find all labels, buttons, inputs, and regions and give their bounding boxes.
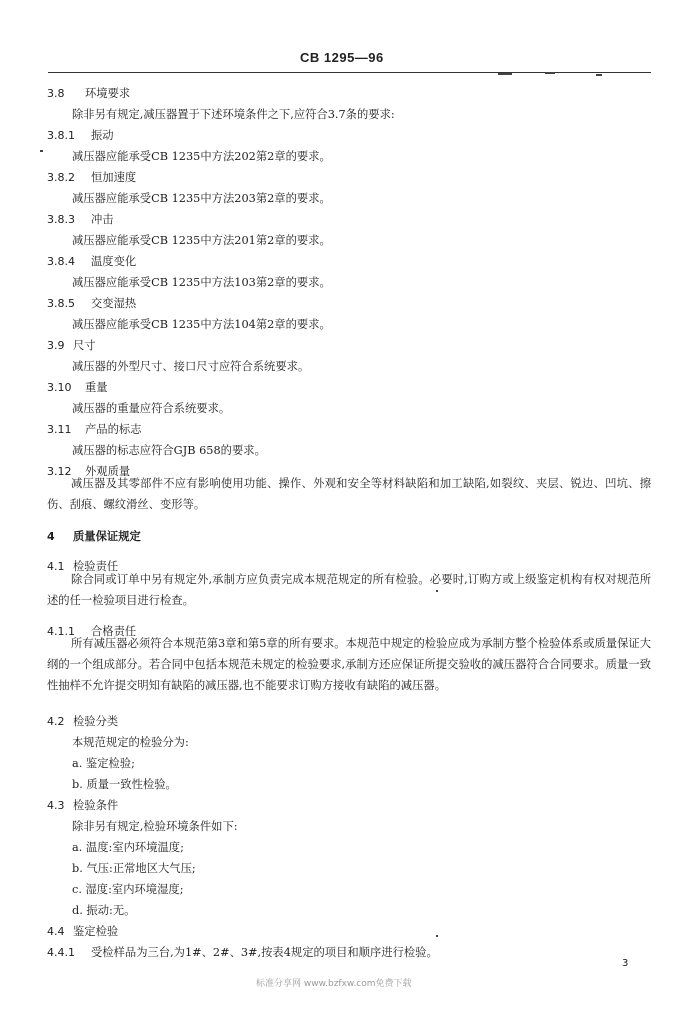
scan-speck [545,72,555,74]
section-title: 合格责任 [91,625,137,638]
section-3-8-2-body: 减压器应能承受CB 1235中方法203第2章的要求。 [72,192,331,205]
section-title: 尺寸 [73,339,96,352]
section-number: 4.3 [47,799,65,812]
list-item: a. 鉴定检验; [72,757,135,770]
section-3-8-body: 除非另有规定,减压器置于下述环境条件之下,应符合3.7条的要求: [72,108,395,121]
section-4-4-1 [47,944,438,960]
section-title: 质量保证规定 [73,529,141,543]
section-title: 恒加速度 [91,171,137,184]
scan-speck [436,590,438,592]
section-3-10-body: 减压器的重量应符合系统要求。 [72,402,231,415]
section-number: 4.4.1 [47,946,75,959]
section-3-8-5-body: 减压器应能承受CB 1235中方法104第2章的要求。 [72,318,331,331]
list-item: b. 质量一致性检验。 [72,778,177,791]
section-number: 3.8.3 [47,213,75,226]
section-4-4-heading [47,923,118,939]
header-rule [48,72,651,73]
section-number: 3.9 [47,339,65,352]
list-item: c. 湿度:室内环境湿度; [72,883,184,896]
page-number: 3 [622,958,629,969]
section-3-8-3-body: 减压器应能承受CB 1235中方法201第2章的要求。 [72,234,331,247]
section-number: 3.8.5 [47,297,75,310]
section-4-heading [47,528,141,544]
section-title: 产品的标志 [85,423,142,436]
scan-speck [596,74,602,76]
section-number: 3.8.4 [47,255,75,268]
section-4-3-intro: 除非另有规定,检验环境条件如下: [72,820,238,833]
section-title: 环境要求 [85,87,131,100]
section-title: 冲击 [91,213,114,226]
section-title: 检验条件 [73,799,119,812]
section-4-1-body: 除合同或订单中另有规定外,承制方应负责完成本规范规定的所有检验。必要时,订购方或上级鉴定机构有权对规范所述的任一检验项目进行检查。 [47,573,651,607]
scan-speck [40,150,43,152]
section-3-12-body: 减压器及其零部件不应有影响使用功能、操作、外观和安全等材料缺陷和加工缺陷,如裂纹、夹层、锐边、凹坑、擦伤、刮痕、螺纹滑丝、变形等。 [47,477,651,511]
section-4-2-intro: 本规范规定的检验分为: [72,736,189,749]
section-3-10-heading [47,379,108,395]
section-title: 重量 [85,381,108,394]
section-title: 检验责任 [73,560,119,573]
section-title: 外观质量 [85,465,131,478]
section-number: 4.4 [47,925,65,938]
list-item: d. 振动:无。 [72,904,136,917]
section-title: 鉴定检验 [73,925,119,938]
list-item: a. 温度:室内环境温度; [72,841,184,854]
section-title: 温度变化 [91,255,137,268]
section-number: 4.1.1 [47,625,75,638]
scan-speck [498,73,512,75]
section-number: 4 [47,530,55,543]
section-3-8-1-heading [47,127,114,143]
section-number: 3.12 [47,465,72,478]
section-3-8-5-heading [47,295,136,311]
section-title: 检验分类 [73,715,119,728]
section-4-3-heading [47,797,118,813]
section-3-8-4-body: 减压器应能承受CB 1235中方法103第2章的要求。 [72,276,331,289]
section-number: 3.11 [47,423,72,436]
section-3-9-heading [47,337,96,353]
section-3-8-2-heading [47,169,136,185]
section-number: 4.2 [47,715,65,728]
section-3-9-body: 减压器的外型尺寸、接口尺寸应符合系统要求。 [72,360,310,373]
section-number: 3.8.1 [47,129,75,142]
footer-watermark: 标准分享网 www.bzfxw.com免费下载 [256,979,412,989]
section-title: 振动 [91,129,114,142]
section-4-1-1-body: 所有减压器必须符合本规范第3章和第5章的所有要求。本规范中规定的检验应成为承制方整个检验体系或质量保证大纲的一个组成部分。若合同中包括本规范未规定的检验要求,承制方还应保证所提交验收的减压器符合合同要求。质量一致性抽样不允许提交明知有缺陷的减压器,也不能要求订购方接收有缺陷的减压器。 [47,637,651,692]
section-3-8-4-heading [47,253,136,269]
section-3-11-heading [47,421,142,437]
section-number: 3.10 [47,381,72,394]
section-title: 交变湿热 [91,297,137,310]
section-4-2-heading [47,713,118,729]
section-number: 3.8.2 [47,171,75,184]
section-3-8-heading [47,85,130,101]
section-number: 3.8 [47,87,65,100]
section-3-8-3-heading [47,211,114,227]
section-number: 4.1 [47,560,65,573]
standard-code-header: CB 1295—96 [300,50,384,65]
section-3-11-body: 减压器的标志应符合GJB 658的要求。 [72,444,266,457]
list-item: b. 气压:正常地区大气压; [72,862,196,875]
section-3-8-1-body: 减压器应能承受CB 1235中方法202第2章的要求。 [72,150,331,163]
section-text: 受检样品为三台,为1#、2#、3#,按表4规定的项目和顺序进行检验。 [91,946,438,959]
scan-speck [436,935,438,937]
